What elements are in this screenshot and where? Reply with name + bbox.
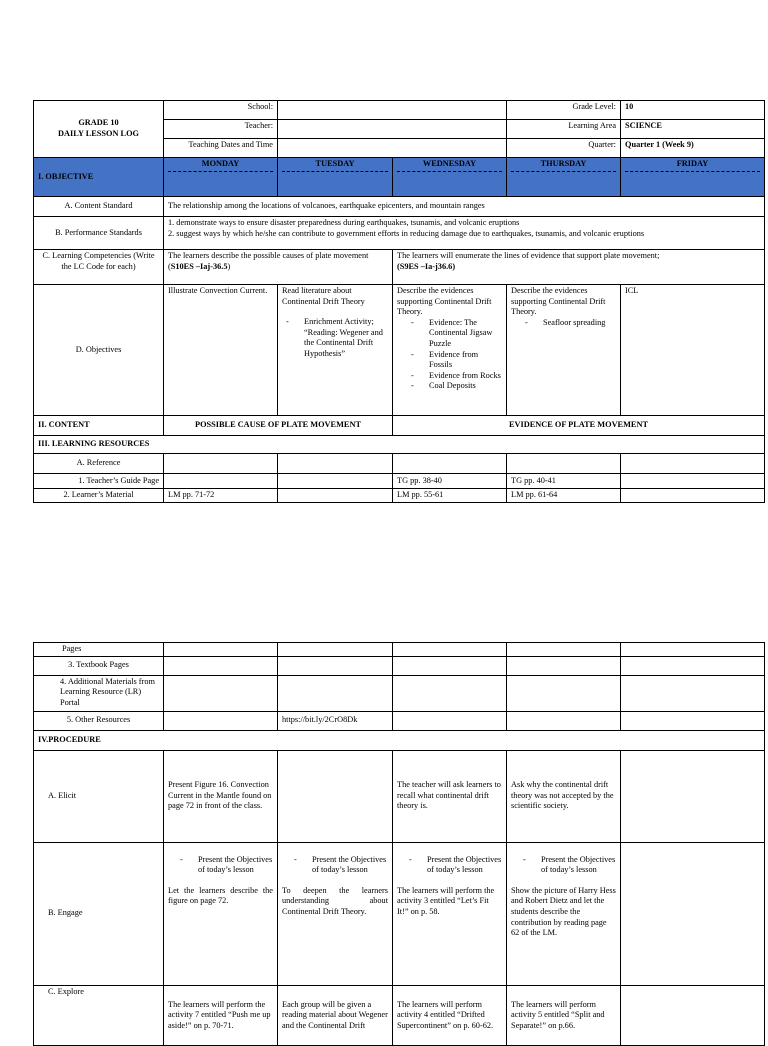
elicit-wednesday: The teacher will ask learners to recall what continental drift theory is.: [393, 750, 507, 842]
teaching-dates-label: Teaching Dates and Time: [164, 139, 278, 158]
engage-tuesday: - Present the Objectives of today’s lesson To deepen the learners understanding about Continental Drift Theory.: [278, 842, 393, 985]
teacher-value: [278, 120, 507, 139]
elicit-thursday: Ask why the continental drift theory was not accepted by the scientific society.: [507, 750, 621, 842]
teacher-label: Teacher:: [164, 120, 278, 139]
explore-tuesday: Each group will be given a reading material about Wegener and the Continental Drift: [278, 985, 393, 1045]
list-item: - Present the Objectives of today’s lesson: [533, 855, 616, 876]
school-value: [278, 101, 507, 120]
objectives-monday: Illustrate Convection Current.: [164, 285, 278, 416]
elicit-label: A. Elicit: [34, 750, 164, 842]
content-right: EVIDENCE OF PLATE MOVEMENT: [393, 416, 765, 436]
list-item: - Present the Objectives of today’s lesson: [419, 855, 502, 876]
lesson-log-table-page1: [33, 100, 765, 503]
procedure-header: IV.PROCEDURE: [34, 730, 765, 750]
engage-monday: - Present the Objectives of today’s lesson Let the learners describe the figure on page 72.: [164, 842, 278, 985]
list-item: - Coal Deposits: [421, 381, 502, 392]
lm-wednesday: LM pp. 55-61: [393, 489, 507, 503]
lm-monday: LM pp. 71-72: [164, 489, 278, 503]
performance-standards-label: B. Performance Standards: [34, 217, 164, 250]
learning-resources-header: III. LEARNING RESOURCES: [34, 436, 765, 454]
textbook-pages-label: 3. Textbook Pages: [34, 656, 164, 675]
objectives-friday: ICL: [621, 285, 765, 416]
list-item: - Present the Objectives of today’s lesson: [190, 855, 273, 876]
day-header-thursday: THURSDAY: [507, 158, 621, 197]
objectives-wednesday: Describe the evidences supporting Continental Drift Theory. - Evidence: The Continental Jigsaw Puzzle - Evidence from Fossils - Evidence from Rocks - Coal Deposits: [393, 285, 507, 416]
other-resources-label: 5. Other Resources: [34, 711, 164, 730]
performance-standards-text: 1. demonstrate ways to ensure disaster preparedness during earthquakes, tsunamis, and volcanic eruptions 2. suggest ways by which he/she can contribute to government efforts in reducing damage due to earthquakes, tsunamis, and volcanic eruptions: [164, 217, 765, 250]
list-item: - Enrichment Activity; “Reading: Wegener and the Continental Drift Hypothesis”: [296, 317, 388, 359]
content-label: II. CONTENT: [34, 416, 164, 436]
explore-monday: The learners will perform the activity 7 entitled “Push me up aside!” on p. 70-71.: [164, 985, 278, 1045]
list-item: - Present the Objectives of today’s lesson: [304, 855, 388, 876]
objective-header: I. OBJECTIVE: [34, 158, 164, 197]
teachers-guide-label: 1. Teacher’s Guide Page: [34, 474, 164, 489]
competencies-label: C. Learning Competencies (Write the LC Code for each): [34, 250, 164, 285]
grade-level-label: Grade Level:: [507, 101, 621, 120]
lesson-log-table-page2: [33, 642, 765, 1046]
engage-wednesday: - Present the Objectives of today’s lesson The learners will perform the activity 3 entitled “Let’s Fit It!” on p. 58.: [393, 842, 507, 985]
tg-thursday: TG pp. 40-41: [507, 474, 621, 489]
grade-level-value: 10: [621, 101, 765, 120]
day-header-wednesday: WEDNESDAY: [393, 158, 507, 197]
content-left: POSSIBLE CAUSE OF PLATE MOVEMENT: [164, 416, 393, 436]
explore-thursday: The learners will perform activity 5 entitled “Split and Separate!” on p.66.: [507, 985, 621, 1045]
teaching-dates-value: [278, 139, 507, 158]
explore-wednesday: The learners will perform activity 4 entitled “Drifted Supercontinent” on p. 60-62.: [393, 985, 507, 1045]
learners-material-label: 2. Learner’s Material: [34, 489, 164, 503]
list-item: - Evidence: The Continental Jigsaw Puzzle: [421, 318, 502, 350]
learning-area-value: SCIENCE: [621, 120, 765, 139]
content-standard-text: The relationship among the locations of volcanoes, earthquake epicenters, and mountain ranges: [164, 197, 765, 217]
lm-thursday: LM pp. 61-64: [507, 489, 621, 503]
day-header-monday: MONDAY: [164, 158, 278, 197]
competencies-right: The learners will enumerate the lines of evidence that support plate movement; (S9ES –Ia-j36.6): [393, 250, 765, 285]
objectives-thursday: Describe the evidences supporting Continental Drift Theory. - Seafloor spreading: [507, 285, 621, 416]
log-title: GRADE 10 DAILY LESSON LOG: [34, 101, 164, 158]
additional-materials-label: 4. Additional Materials from Learning Resource (LR) Portal: [34, 675, 164, 711]
content-standard-label: A. Content Standard: [34, 197, 164, 217]
quarter-value: Quarter 1 (Week 9): [621, 139, 765, 158]
learning-area-label: Learning Area: [507, 120, 621, 139]
list-item: - Evidence from Fossils: [421, 350, 502, 371]
elicit-monday: Present Figure 16. Convection Current in the Mantle found on page 72 in front of the class.: [164, 750, 278, 842]
objectives-label: D. Objectives: [34, 285, 164, 416]
quarter-label: Quarter:: [507, 139, 621, 158]
explore-label: C. Explore: [34, 985, 164, 1045]
list-item: - Evidence from Rocks: [421, 371, 502, 382]
list-item: - Seafloor spreading: [535, 318, 616, 329]
day-header-friday: FRIDAY: [621, 158, 765, 197]
school-label: School:: [164, 101, 278, 120]
objectives-tuesday: Read literature about Continental Drift Theory - Enrichment Activity; “Reading: Wegener and the Continental Drift Hypothesis”: [278, 285, 393, 416]
engage-label: B. Engage: [34, 842, 164, 985]
tg-wednesday: TG pp. 38-40: [393, 474, 507, 489]
engage-thursday: - Present the Objectives of today’s lesson Show the picture of Harry Hess and Robert Dietz and let the students describe the contribution by reading page 62 of the LM.: [507, 842, 621, 985]
day-header-tuesday: TUESDAY: [278, 158, 393, 197]
competencies-left: The learners describe the possible causes of plate movement (S10ES –Iaj-36.5): [164, 250, 393, 285]
other-resources-link[interactable]: https://bit.ly/2CrO8Dk: [278, 711, 393, 730]
reference-label: A. Reference: [34, 454, 164, 474]
pages-label: Pages: [34, 643, 164, 657]
